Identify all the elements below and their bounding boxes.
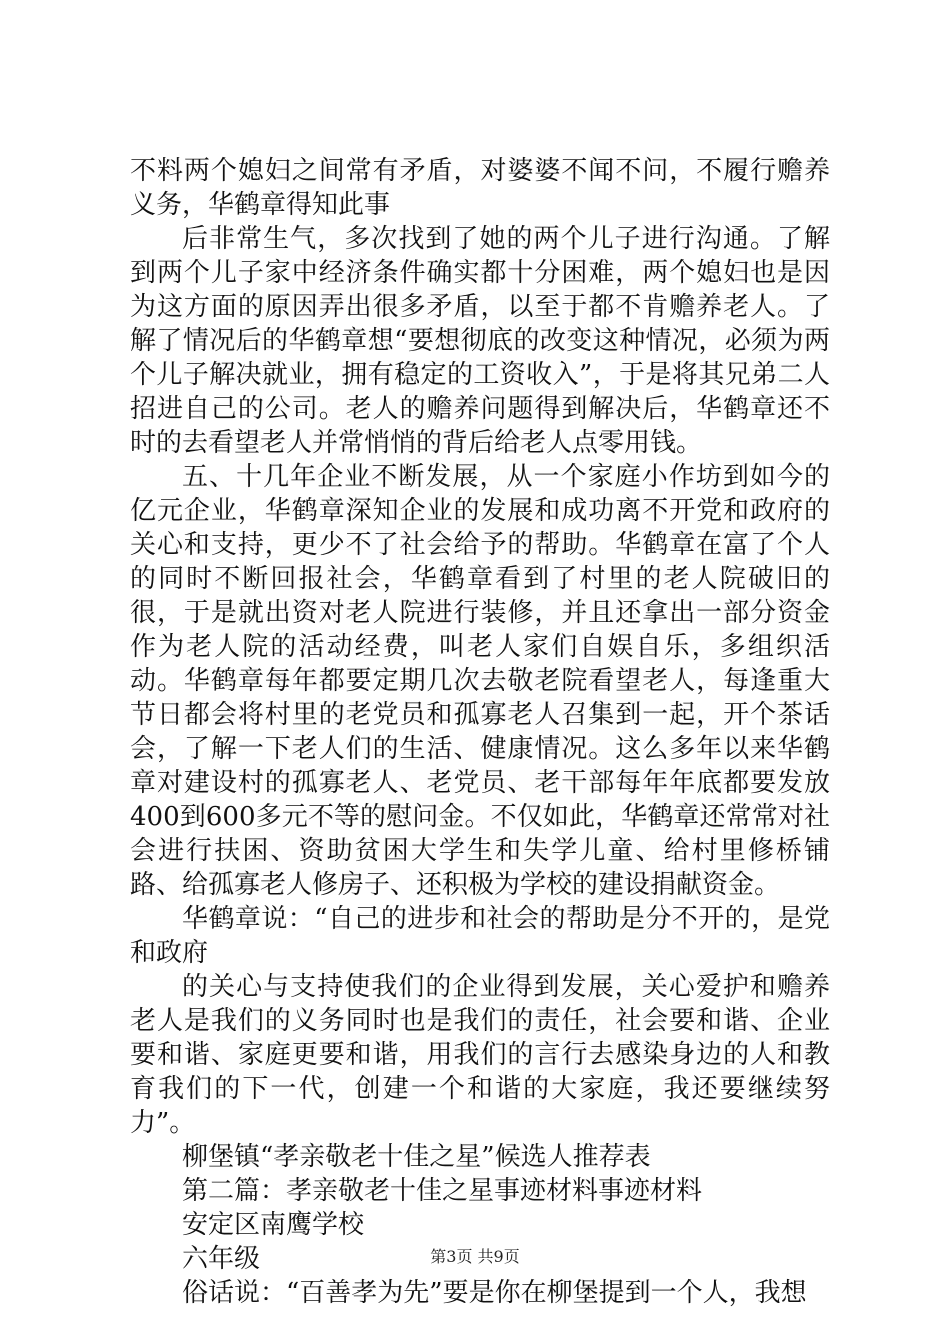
paragraph-2: 后非常生气，多次找到了她的两个儿子进行沟通。了解到两个儿子家中经济条件确实都十分困难，两个媳妇也是因为这方面的原因弄出很多矛盾，以至于都不肯赡养老人。了解了情况后的华鹤章想“要想彻底的改变这种情况，必须为两个儿子解决就业，拥有稳定的工资收入”，于是将其兄弟二人招进自己的公司。老人的赡养问题得到解决后，华鹤章还不时的去看望老人并常悄悄的背后给老人点零用钱。 [130, 224, 830, 458]
paragraph-5: 的关心与支持使我们的企业得到发展，关心爱护和赡养老人是我们的义务同时也是我们的责任，社会要和谐、企业要和谐、家庭更要和谐，用我们的言行去感染身边的人和教育我们的下一代，创建一个和谐的大家庭，我还要继续努力”。 [130, 972, 830, 1138]
recommendation-form-title: 柳堡镇“孝亲敬老十佳之星”候选人推荐表 [182, 1142, 651, 1172]
section-heading: 第二篇：孝亲敬老十佳之星事迹材料事迹材料 [182, 1176, 703, 1206]
grade-label: 六年级 [182, 1244, 261, 1274]
school-name: 安定区南鹰学校 [182, 1210, 365, 1240]
paragraph-4: 华鹤章说：“自己的进步和社会的帮助是分不开的，是党和政府 [130, 904, 830, 968]
paragraph-10: 俗话说：“百善孝为先”要是你在柳堡提到一个人，我想 [182, 1278, 807, 1308]
document-body [130, 154, 830, 1310]
paragraph-1: 不料两个媳妇之间常有矛盾，对婆婆不闻不问，不履行赡养义务，华鹤章得知此事 [130, 156, 830, 220]
paragraph-3: 五、十几年企业不断发展，从一个家庭小作坊到如今的亿元企业，华鹤章深知企业的发展和成功离不开党和政府的关心和支持，更少不了社会给予的帮助。华鹤章在富了个人的同时不断回报社会，华鹤章看到了村里的老人院破旧的很，于是就出资对老人院进行装修，并且还拿出一部分资金作为老人院的活动经费，叫老人家们自娱自乐，多组织活动。华鹤章每年都要定期几次去敬老院看望老人，每逢重大节日都会将村里的老党员和孤寡老人召集到一起，开个茶话会，了解一下老人们的生活、健康情况。这么多年以来华鹤章对建设村的孤寡老人、老党员、老干部每年年底都要发放400到600多元不等的慰问金。不仅如此，华鹤章还常常对社会进行扶困、资助贫困大学生和失学儿童、给村里修桥铺路、给孤寡老人修房子、还积极为学校的建设捐献资金。 [130, 462, 830, 900]
page-number-footer: 第3页 共9页 [430, 1247, 520, 1266]
